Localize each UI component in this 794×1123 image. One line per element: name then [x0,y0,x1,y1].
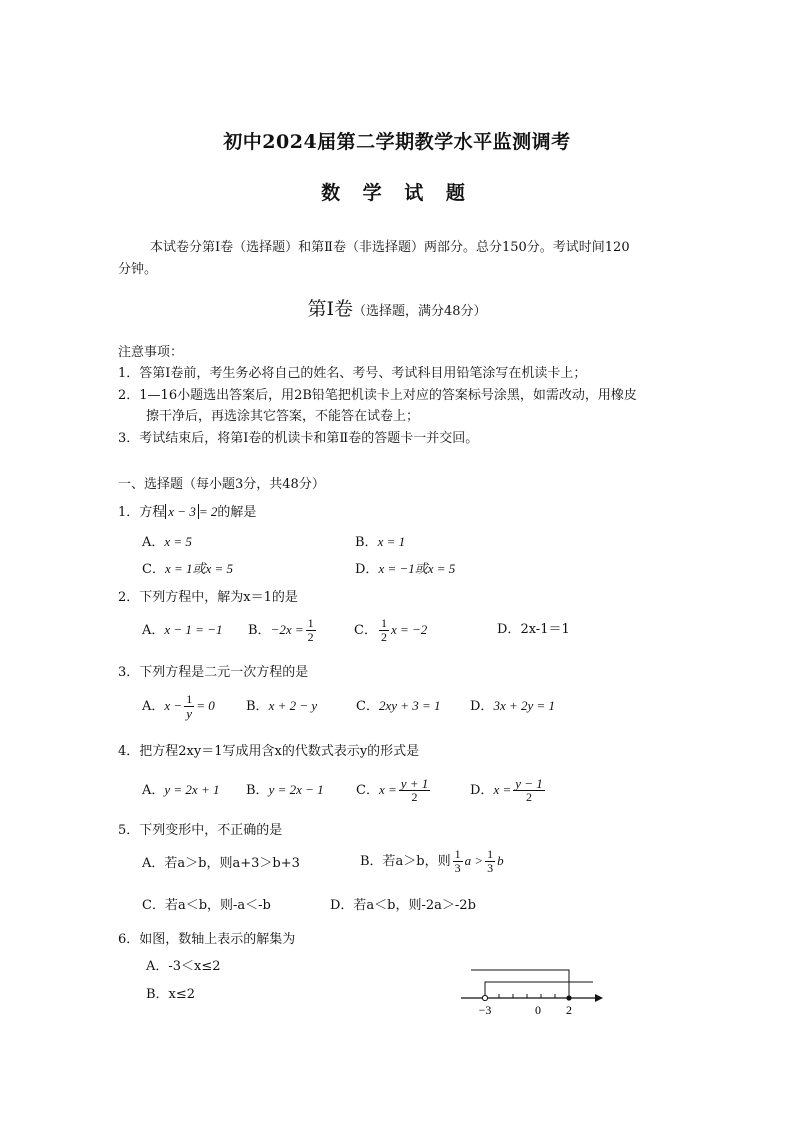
q5-option-c: C．若a＜b，则-a＜-b [142,898,271,913]
exam-title: 初中2024届第二学期教学水平监测调考 [223,131,571,153]
q5-option-b: B．若a＞b，则 $\frac{1}{3}$ a > $\frac{1}{3}$ b [360,847,504,875]
q6-option-b: B．x≤2 [146,987,196,1002]
question-5-stem: 5．下列变形中，不正确的是 [118,823,283,838]
part1-subheading: （选择题，满分48分） [352,304,487,319]
q5-option-a: A．若a＞b，则a+3＞b+3 [142,856,300,871]
q1-abs-expression: x − 3 [165,504,199,519]
open-point-minus3 [482,995,487,1000]
q5-option-d: D．若a＜b，则-2a＞-2b [330,898,476,913]
notice-item-3: 3．考试结束后，将第Ⅰ卷的机读卡和第Ⅱ卷的答题卡一并交回。 [118,431,479,446]
axis-label-minus3: −3 [478,1003,492,1017]
solution-ray-right [485,982,593,998]
intro-line-2: 分钟。 [118,262,158,277]
intro-line-1: 本试卷分第Ⅰ卷（选择题）和第Ⅱ卷（非选择题）两部分。总分150分。考试时间120 [150,240,630,255]
section-title: 一、选择题（每小题3分，共48分） [118,477,325,492]
q4-option-b: B．y = 2x − 1 [246,782,324,798]
q4-option-c: C．x = $\frac{y + 1}{2}$ [356,776,429,804]
exam-subtitle: 数 学 试 题 [321,182,473,204]
q1-stem-eq: = 2 [198,504,218,519]
notice-title: 注意事项： [118,345,184,360]
q2-option-d: D．2x-1＝1 [497,622,570,637]
q1-option-a: A．x = 5 [142,534,192,550]
question-2-stem: 2．下列方程中，解为x＝1的是 [118,590,298,605]
number-line-figure [455,960,615,1020]
q2-option-a: A．x − 1 = −1 [142,622,223,638]
q4-option-d: D．x = $\frac{y - 1}{2}$ [470,776,543,804]
notice-item-1: 1．答第Ⅰ卷前，考生务必将自己的姓名、考号、考试科目用铅笔涂写在机读卡上； [118,366,587,381]
q1-stem-pre: 1．方程 [118,505,166,520]
q2-option-c: C． $\frac{1}{2}$ x = −2 [354,616,428,644]
q3-option-a: A．x − $\frac{1}{y}$ = 0 [142,692,215,721]
q2-option-b: B．−2x = $\frac{1}{2}$ [248,616,314,644]
q4-option-a: A．y = 2x + 1 [142,782,220,798]
q6-option-a: A．-3＜x≤2 [146,959,221,974]
part1-heading: 第Ⅰ卷 [307,298,353,320]
question-3-stem: 3．下列方程是二元一次方程的是 [118,665,309,680]
q1-option-c: C．x = 1或x = 5 [142,561,234,577]
q1-option-d: D．x = −1或x = 5 [355,561,456,577]
q3-option-c: C．2xy + 3 = 1 [356,698,441,714]
q3-option-b: B．x + 2 − y [246,698,318,714]
q1-stem-post: 的解是 [217,505,257,520]
part1-header [0,294,794,321]
axis-arrow-icon [595,994,603,1002]
q3-option-d: D．3x + 2y = 1 [470,698,556,714]
axis-label-zero: 0 [535,1003,541,1017]
q1-option-b: B．x = 1 [355,534,406,550]
question-6-stem: 6．如图，数轴上表示的解集为 [118,932,296,947]
closed-point-2 [566,995,571,1000]
notice-item-2b: 擦干净后，再选涂其它答案，不能答在试卷上； [146,409,420,424]
solution-ray-left [471,970,569,998]
question-1-stem [118,501,256,520]
notice-item-2a: 2．1—16小题选出答案后，用2B铅笔把机读卡上对应的答案标号涂黑，如需改动，用橡皮 [118,388,637,403]
question-4-stem: 4．把方程2xy＝1写成用含x的代数式表示y的形式是 [118,744,420,759]
axis-label-2: 2 [566,1003,572,1017]
